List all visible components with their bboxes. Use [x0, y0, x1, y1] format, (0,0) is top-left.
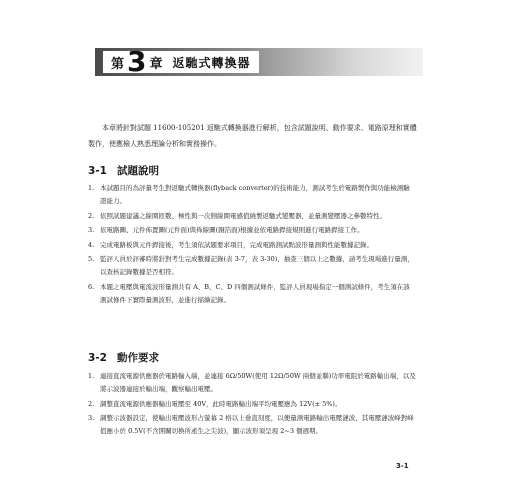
list-item: 3. 調整示波器設定，使輸出電壓波形占螢幕 2 格以上垂直刻度，以便量測電路輸出電壓漣波，其電壓漣波峰對峰值應小於 0.5V(不含開關切換所產生之尖波)，顯示波形須呈現 2~3 個週期。 — [88, 414, 414, 435]
section-title: 動作要求 — [116, 352, 159, 364]
section-2-list — [88, 370, 416, 440]
section-heading-3-2 — [88, 350, 159, 365]
list-item: 5. 監評人員於評審時將針對考生完成數據記錄(表 3-7，表 3-30)，抽查三個以上之數據，請考生現場進行量測，以查核記錄數據是否相符。 — [88, 255, 414, 276]
chapter-number: 3 — [127, 45, 147, 78]
page-number: 3-1 — [396, 462, 409, 470]
list-item: 6. 本題之電壓與電流波形量測共有 A、B、C、D 四個測試條件，監評人員現場指定一個測試條件，考生須在該測試條件下實際量測波形，並進行描繪記錄。 — [88, 282, 410, 304]
chapter-title: 返馳式轉換器 — [172, 55, 251, 70]
intro-paragraph: 本章將針對試題 11600-105201 返馳式轉換器進行解析，包含試題說明、動作要求、電路原理和實體製作，使應檢人熟悉理論分析和實務操作。 — [88, 124, 417, 148]
list-item: 1. 連接直流電源供應器於電路輸入端，並連接 6Ω/50W(使用 12Ω/50W 兩個並聯)功率電阻於電路輸出端，以及將示波器連接於輸出端，觀察輸出電壓。 — [88, 372, 416, 393]
section-title: 試題說明 — [116, 165, 159, 177]
chapter-banner — [95, 45, 423, 78]
list-item: 1. 本試題目的為評量考生對返馳式轉換器(flyback converter)的技術能力，測試考生於電路製作與功能檢測驗證能力。 — [88, 184, 410, 205]
chapter-suffix: 章 — [149, 56, 163, 72]
section-1-list — [88, 182, 416, 308]
section-heading-3-1 — [88, 163, 159, 178]
chapter-prefix: 第 — [111, 56, 125, 72]
list-item: 4. 完成電路板與元件銲接後，考生須依試題要求項目，完成電路測試點波形量測與性能數據記錄。 — [88, 240, 373, 249]
list-item: 2. 調整直流電源供應器輸出電壓至 40V，此時電路輸出端平均電壓應為 12V(± 5%)。 — [88, 399, 342, 408]
section-number: 3-1 — [88, 165, 107, 177]
list-item: 3. 依電路圖、元件佈置圖(元件面)與佈線圖(銅箔面)根據並依電路銲接規則進行電路銲接工作。 — [88, 226, 364, 234]
list-item: 2. 依照試題建議之線圈匝數、極性與一次側線圈電感值繞製返馳式變壓器，並量測變壓器之參數特性。 — [88, 211, 386, 220]
chapter-heading — [103, 45, 259, 78]
section-number: 3-2 — [88, 352, 107, 364]
